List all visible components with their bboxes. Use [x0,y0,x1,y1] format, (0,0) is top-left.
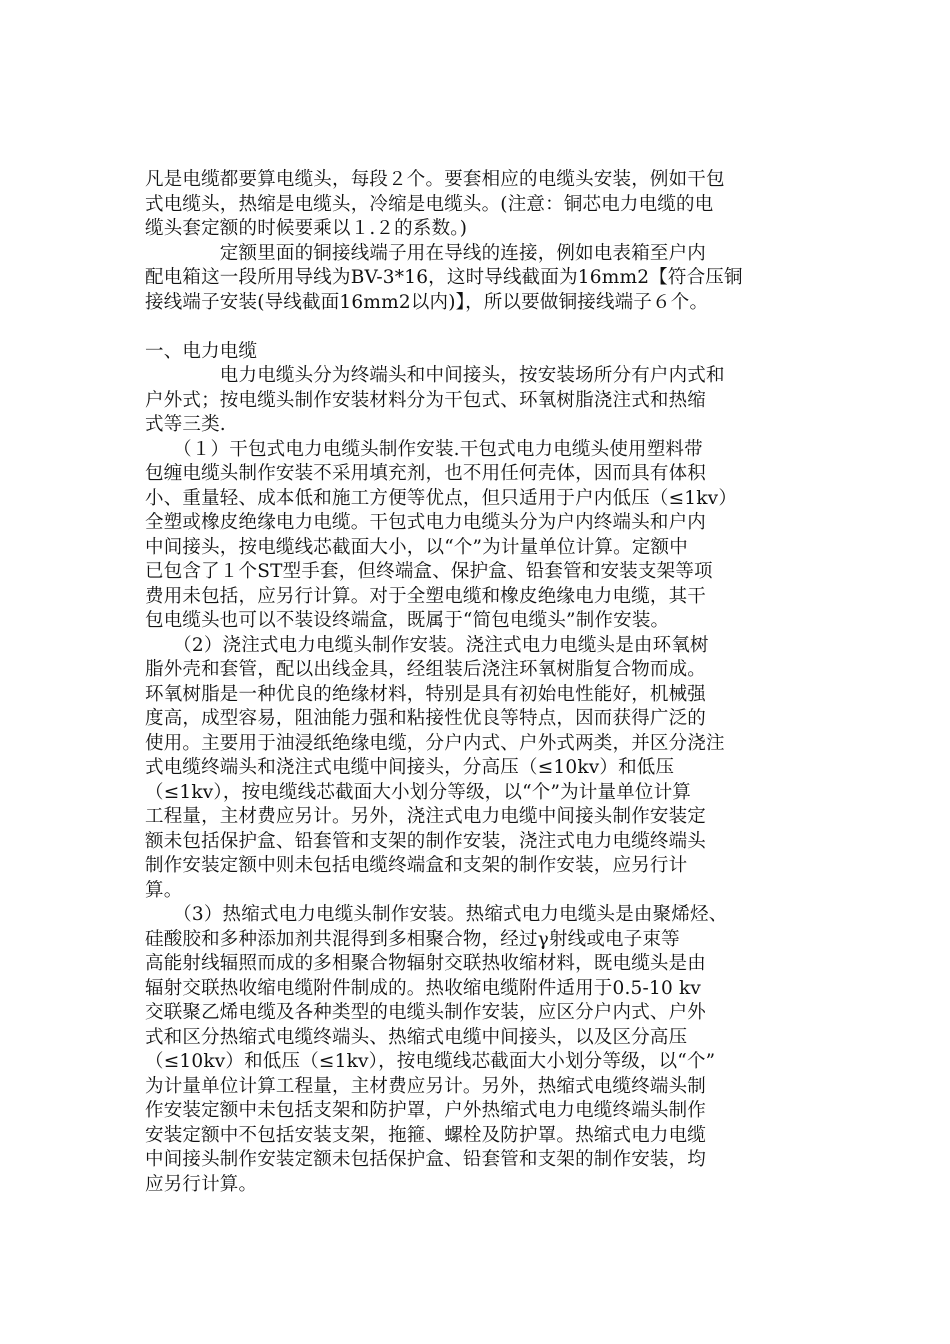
text-line: 电力电缆头分为终端头和中间接头，按安装场所分有户内式和 [145,365,725,386]
text-line: 接线端子安装(导线截面16mm2以内)】，所以要做铜接线端子６个。 [145,291,709,313]
text-line: 应另行计算。 [145,1173,258,1195]
heat-shrink-paragraph [145,903,810,1197]
text-line: 费用未包括，应另行计算。对于全塑电缆和橡皮绝缘电力电缆，其干 [145,585,707,607]
text-line: 安装定额中不包括安装支架，拖箍、螺栓及防护罩。热缩式电力电缆 [145,1124,707,1146]
text-line: 凡是电缆都要算电缆头，每段２个。要套相应的电缆头安装，例如干包 [145,169,725,190]
text-line: 度高，成型容易，阻油能力强和粘接性优良等特点，因而获得广泛的 [145,708,707,729]
document-page [145,168,810,1197]
text-line: 交联聚乙烯电缆及各种类型的电缆头制作安装，应区分户内式、户外 [145,1002,707,1023]
text-line: 算。 [145,879,183,901]
text-line: 配电箱这一段所用导线为BV-3*16，这时导线截面为16mm2【符合压铜 [145,267,743,288]
text-line: 小、重量轻、成本低和施工方便等优点，但只适用于户内低压（≤1kv） [145,487,738,509]
text-line: 式和区分热缩式电缆终端头、热缩式电缆中间接头，以及区分高压 [145,1026,688,1048]
text-line: 式等三类. [145,414,226,435]
text-line: 高能射线辐照而成的多相聚合物辐射交联热收缩材料，既电缆头是由 [145,953,707,974]
text-line: 环氧树脂是一种优良的绝缘材料，特别是具有初始电性能好，机械强 [145,683,707,705]
text-line: 全塑或橡皮绝缘电力电缆。干包式电力电缆头分为户内终端头和户内 [145,512,707,533]
terminal-paragraph [145,242,810,316]
text-line: （3）热缩式电力电缆头制作安装。热缩式电力电缆头是由聚烯烃、 [145,904,728,925]
poured-paragraph [145,634,810,904]
text-line: （１）干包式电力电缆头制作安装.干包式电力电缆头使用塑料带 [145,438,703,460]
text-line: 制作安装定额中则未包括电缆终端盒和支架的制作安装，应另行计 [145,855,688,876]
text-line: （≤1kv），按电缆线芯截面大小划分等级，以“个”为计量单位计算 [145,781,692,803]
text-line: 定额里面的铜接线端子用在导线的连接，例如电表箱至户内 [145,242,707,264]
text-line: 硅酸胶和多种添加剂共混得到多相聚合物，经过γ射线或电子束等 [145,928,680,950]
text-line: 式电缆头，热缩是电缆头，冷缩是电缆头。(注意：铜芯电力电缆的电 [145,193,714,215]
overview-paragraph [145,364,810,438]
dry-pack-paragraph [145,438,810,634]
text-line: 使用。主要用于油浸纸绝缘电缆，分户内式、户外式两类，并区分浇注 [145,732,725,754]
text-line: 式电缆终端头和浇注式电缆中间接头，分高压（≤10kv）和低压 [145,757,675,778]
text-line: 缆头套定额的时候要乘以１.２的系数。) [145,218,468,239]
text-line: 中间接头，按电缆线芯截面大小，以“个”为计量单位计算。定额中 [145,536,688,558]
intro-paragraph [145,168,810,242]
text-line: 中间接头制作安装定额未包括保护盒、铅套管和支架的制作安装，均 [145,1149,707,1170]
text-line: 额未包括保护盒、铅套管和支架的制作安装，浇注式电力电缆终端头 [145,830,707,852]
text-line: 为计量单位计算工程量，主材费应另计。另外，热缩式电缆终端头制 [145,1075,707,1097]
text-line: 已包含了１个ST型手套，但终端盒、保护盒、铅套管和安装支架等项 [145,561,713,582]
text-line: 户外式；按电缆头制作安装材料分为干包式、环氧树脂浇注式和热缩 [145,389,707,411]
text-line: （≤10kv）和低压（≤1kv），按电缆线芯截面大小划分等级，以“个” [145,1051,716,1072]
text-line: 包缠电缆头制作安装不采用填充剂，也不用任何壳体，因而具有体积 [145,463,707,484]
section-heading: 一、电力电缆 [145,340,258,362]
text-line: 工程量，主材费应另计。另外，浇注式电力电缆中间接头制作安装定 [145,806,707,827]
text-line: 包电缆头也可以不装设终端盒，既属于“简包电缆头”制作安装。 [145,610,670,631]
text-line: 辐射交联热收缩电缆附件制成的。热收缩电缆附件适用于0.5-10 kv [145,977,702,999]
text-line: 脂外壳和套管，配以出线金具，经组装后浇注环氧树脂复合物而成。 [145,659,707,680]
blank-line [145,315,810,340]
text-line: 作安装定额中未包括支架和防护罩，户外热缩式电力电缆终端头制作 [145,1100,707,1121]
text-line: （2）浇注式电力电缆头制作安装。浇注式电力电缆头是由环氧树 [145,634,709,656]
